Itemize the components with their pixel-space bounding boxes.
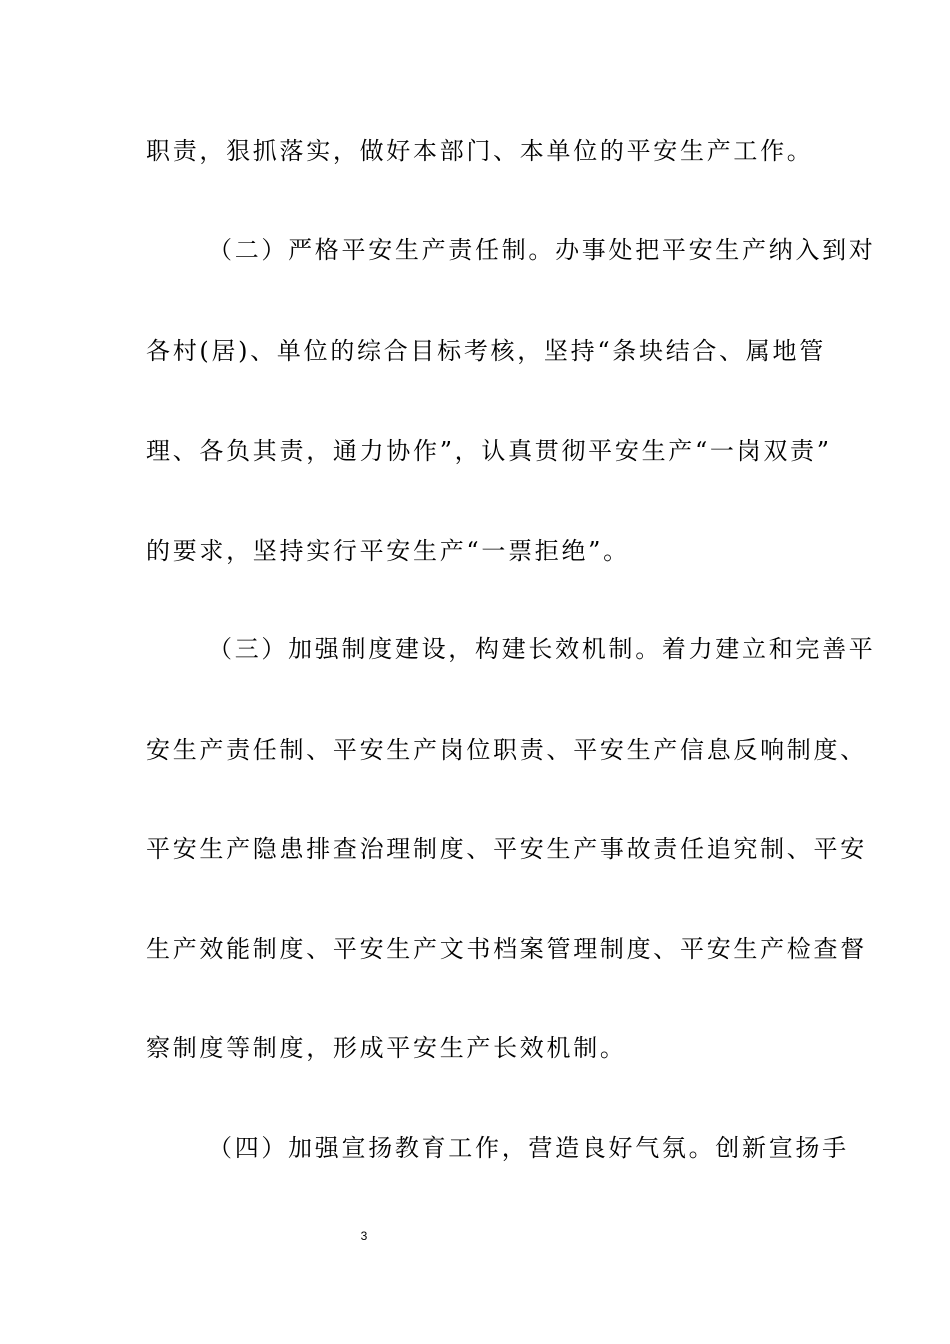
- paragraph-line-3: 各村(居)、单位的综合目标考核，坚持“条块结合、属地管: [146, 337, 826, 365]
- paragraph-line-8: 平安生产隐患排查治理制度、平安生产事故责任追究制、平安: [146, 835, 867, 863]
- paragraph-line-10: 察制度等制度，形成平安生产长效机制。: [146, 1034, 627, 1062]
- paragraph-line-9: 生产效能制度、平安生产文书档案管理制度、平安生产检查督: [146, 935, 867, 963]
- page-number: 3: [360, 1229, 368, 1243]
- paragraph-line-1: 职责，狠抓落实，做好本部门、本单位的平安生产工作。: [146, 137, 814, 165]
- paragraph-line-5: 的要求，坚持实行平安生产“一票拒绝”。: [146, 537, 630, 565]
- paragraph-line-11: （四）加强宣扬教育工作，营造良好气氛。创新宣扬手: [208, 1134, 849, 1162]
- paragraph-line-7: 安生产责任制、平安生产岗位职责、平安生产信息反响制度、: [146, 736, 867, 764]
- paragraph-line-6: （三）加强制度建设，构建长效机制。着力建立和完善平: [208, 635, 876, 663]
- paragraph-line-2: （二）严格平安生产责任制。办事处把平安生产纳入到对: [208, 236, 876, 264]
- paragraph-line-4: 理、各负其责，通力协作”，认真贯彻平安生产“一岗双责”: [146, 437, 832, 465]
